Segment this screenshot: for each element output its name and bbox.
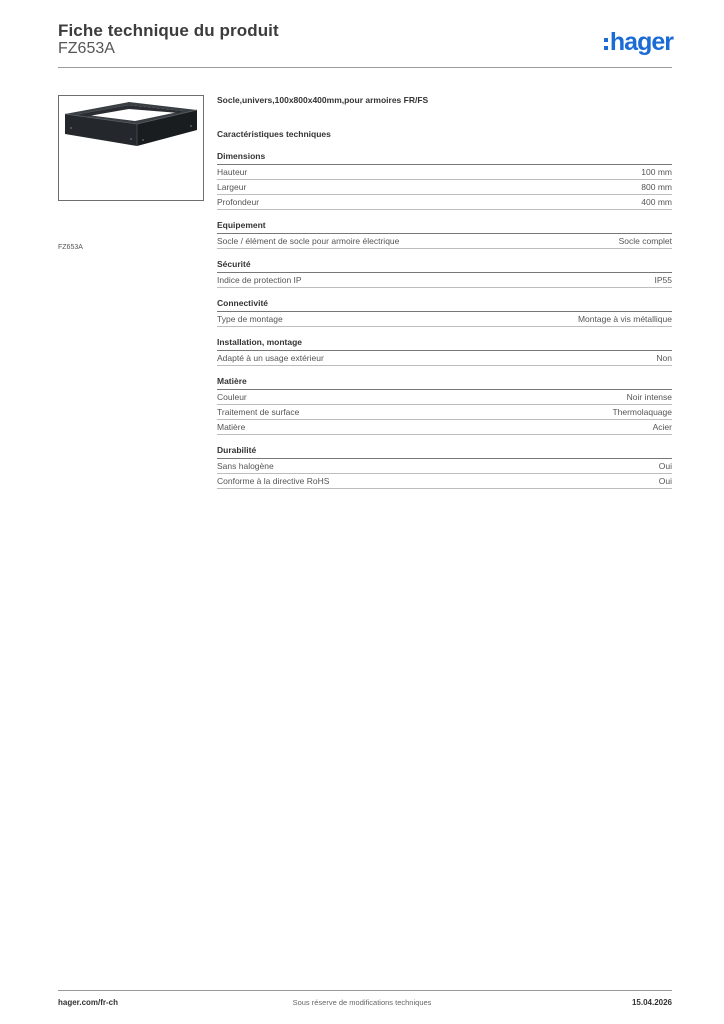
spec-row — [217, 352, 672, 366]
spec-group — [217, 376, 672, 435]
plinth-illustration-icon — [59, 96, 203, 200]
spec-label: Socle / élément de socle pour armoire électrique — [217, 236, 400, 246]
spec-row — [217, 460, 672, 474]
spec-row — [217, 406, 672, 420]
image-caption: FZ653A — [58, 244, 83, 251]
footer-notice: Sous réserve de modifications techniques — [292, 998, 432, 1007]
spec-group — [217, 151, 672, 210]
spec-group — [217, 337, 672, 366]
spec-row — [217, 421, 672, 435]
spec-value: 100 mm — [641, 167, 672, 177]
spec-group-title: Connectivité — [217, 298, 672, 312]
spec-value: IP55 — [654, 275, 672, 285]
footer-website[interactable]: hager.com/fr-ch — [58, 998, 119, 1007]
spec-value: Oui — [658, 476, 672, 486]
spec-value: Thermolaquage — [612, 407, 672, 417]
spec-label: Conforme à la directive RoHS — [217, 476, 330, 486]
spec-group-title: Installation, montage — [217, 337, 672, 351]
spec-group-title: Dimensions — [217, 151, 672, 165]
spec-label: Largeur — [217, 182, 247, 192]
spec-group-title: Matière — [217, 376, 672, 390]
spec-value: Acier — [652, 422, 672, 432]
spec-group-title: Equipement — [217, 220, 672, 234]
spec-label: Type de montage — [217, 314, 283, 324]
page-title: Fiche technique du produit — [58, 21, 279, 40]
spec-row — [217, 313, 672, 327]
spec-row — [217, 166, 672, 180]
product-reference: FZ653A — [58, 40, 115, 57]
spec-row — [217, 475, 672, 489]
spec-row — [217, 391, 672, 405]
spec-value: Socle complet — [618, 236, 672, 246]
spec-groups — [217, 151, 672, 489]
spec-row — [217, 196, 672, 210]
spec-group-title: Durabilité — [217, 445, 672, 459]
section-title: Caractéristiques techniques — [217, 129, 331, 139]
spec-group — [217, 445, 672, 489]
logo-text: hager — [609, 27, 673, 56]
spec-group-title: Sécurité — [217, 259, 672, 273]
spec-value: Noir intense — [626, 392, 672, 402]
logo-dots-icon — [604, 38, 608, 50]
spec-row — [217, 181, 672, 195]
spec-row — [217, 274, 672, 288]
spec-value: Non — [656, 353, 672, 363]
spec-content — [217, 95, 672, 489]
spec-value: Montage à vis métallique — [577, 314, 672, 324]
spec-label: Profondeur — [217, 197, 260, 207]
spec-label: Hauteur — [217, 167, 248, 177]
spec-label: Matière — [217, 422, 246, 432]
spec-row — [217, 235, 672, 249]
spec-label: Traitement de surface — [217, 407, 300, 417]
spec-label: Indice de protection IP — [217, 275, 302, 285]
spec-label: Adapté à un usage extérieur — [217, 353, 324, 363]
header-divider — [58, 67, 672, 68]
product-description: Socle,univers,100x800x400mm,pour armoires FR/FS — [217, 95, 429, 105]
spec-value: 800 mm — [641, 182, 672, 192]
spec-value: Oui — [658, 461, 672, 471]
footer-divider — [58, 990, 672, 991]
spec-group — [217, 259, 672, 288]
footer-date: 15.04.2026 — [631, 998, 672, 1007]
product-image — [58, 95, 204, 201]
spec-value: 400 mm — [641, 197, 672, 207]
spec-group — [217, 298, 672, 327]
hager-logo — [604, 28, 673, 56]
spec-group — [217, 220, 672, 249]
spec-label: Sans halogène — [217, 461, 274, 471]
spec-label: Couleur — [217, 392, 247, 402]
